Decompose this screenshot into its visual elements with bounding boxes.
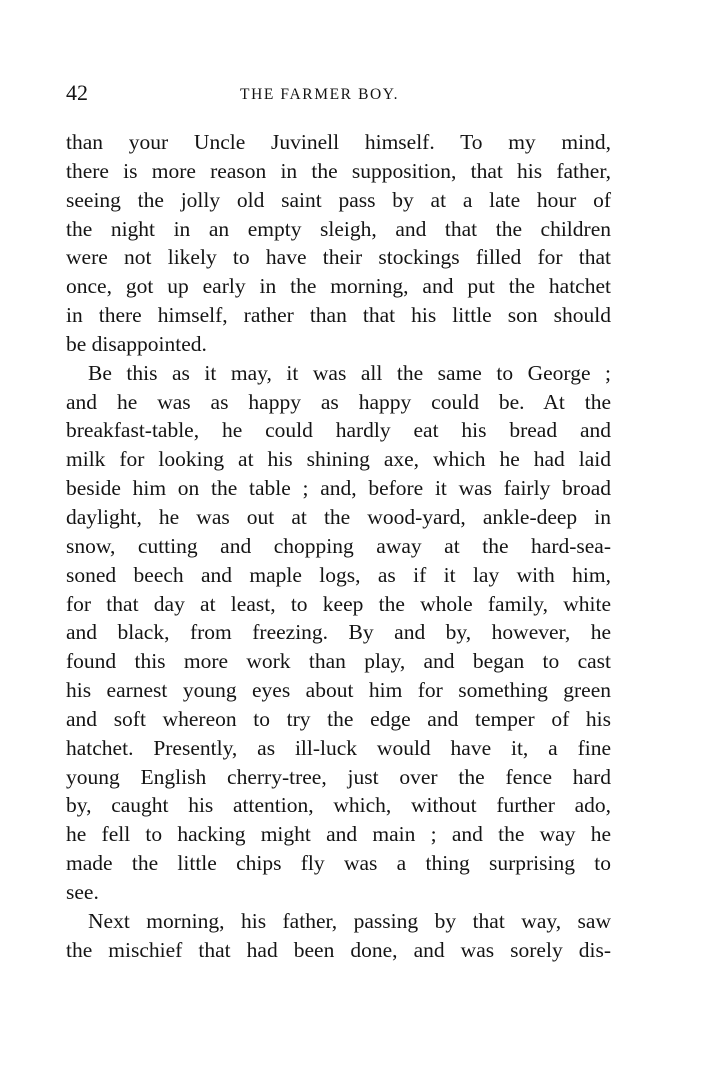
text-line: he fell to hacking might and main ; and the way he: [66, 822, 611, 847]
text-line: his earnest young eyes about him for something green: [66, 678, 611, 703]
text-line: and soft whereon to try the edge and temper of his: [66, 706, 611, 731]
text-line: and he was as happy as happy could be. At the: [66, 389, 611, 414]
text-line: in there himself, rather than that his little son should: [66, 303, 611, 328]
text-line: snow, cutting and chopping away at the hard-sea-: [66, 533, 611, 558]
text-line: once, got up early in the morning, and put the hatchet: [66, 274, 611, 299]
text-line: hatchet. Presently, as ill-luck would have it, a fine: [66, 735, 611, 760]
text-line: and black, from freezing. By and by, however, he: [66, 620, 611, 645]
text-line: were not likely to have their stockings filled for that: [66, 245, 611, 270]
body-text: [66, 128, 611, 964]
text-line: beside him on the table ; and, before it was fairly broad: [66, 476, 611, 501]
text-line: there is more reason in the supposition, that his father,: [66, 158, 611, 183]
text-line: soned beech and maple logs, as if it lay with him,: [66, 562, 611, 587]
text-line: seeing the jolly old saint pass by at a late hour of: [66, 187, 611, 212]
text-line: be disappointed.: [66, 331, 207, 356]
text-line: made the little chips fly was a thing surprising to: [66, 851, 611, 876]
text-line: found this more work than play, and began to cast: [66, 649, 611, 674]
text-line: than your Uncle Juvinell himself. To my mind,: [66, 130, 611, 154]
running-head: [66, 80, 611, 110]
text-line: by, caught his attention, which, without further ado,: [66, 793, 611, 818]
text-line: daylight, he was out at the wood-yard, ankle-deep in: [66, 504, 611, 529]
text-line: milk for looking at his shining axe, which he had laid: [66, 447, 611, 472]
text-line: the mischief that had been done, and was sorely dis-: [66, 937, 611, 962]
paragraph-start-line: Be this as it may, it was all the same to George ;: [88, 360, 611, 385]
text-line: see.: [66, 879, 99, 904]
text-line: young English cherry-tree, just over the fence hard: [66, 764, 611, 789]
text-line: breakfast-table, he could hardly eat his bread and: [66, 418, 611, 443]
text-line: for that day at least, to keep the whole family, white: [66, 591, 611, 616]
paragraph-start-line: Next morning, his father, passing by that way, saw: [88, 908, 611, 933]
text-line: the night in an empty sleigh, and that the children: [66, 216, 611, 241]
page-number: 42: [66, 80, 88, 105]
running-title: THE FARMER BOY.: [240, 86, 400, 103]
